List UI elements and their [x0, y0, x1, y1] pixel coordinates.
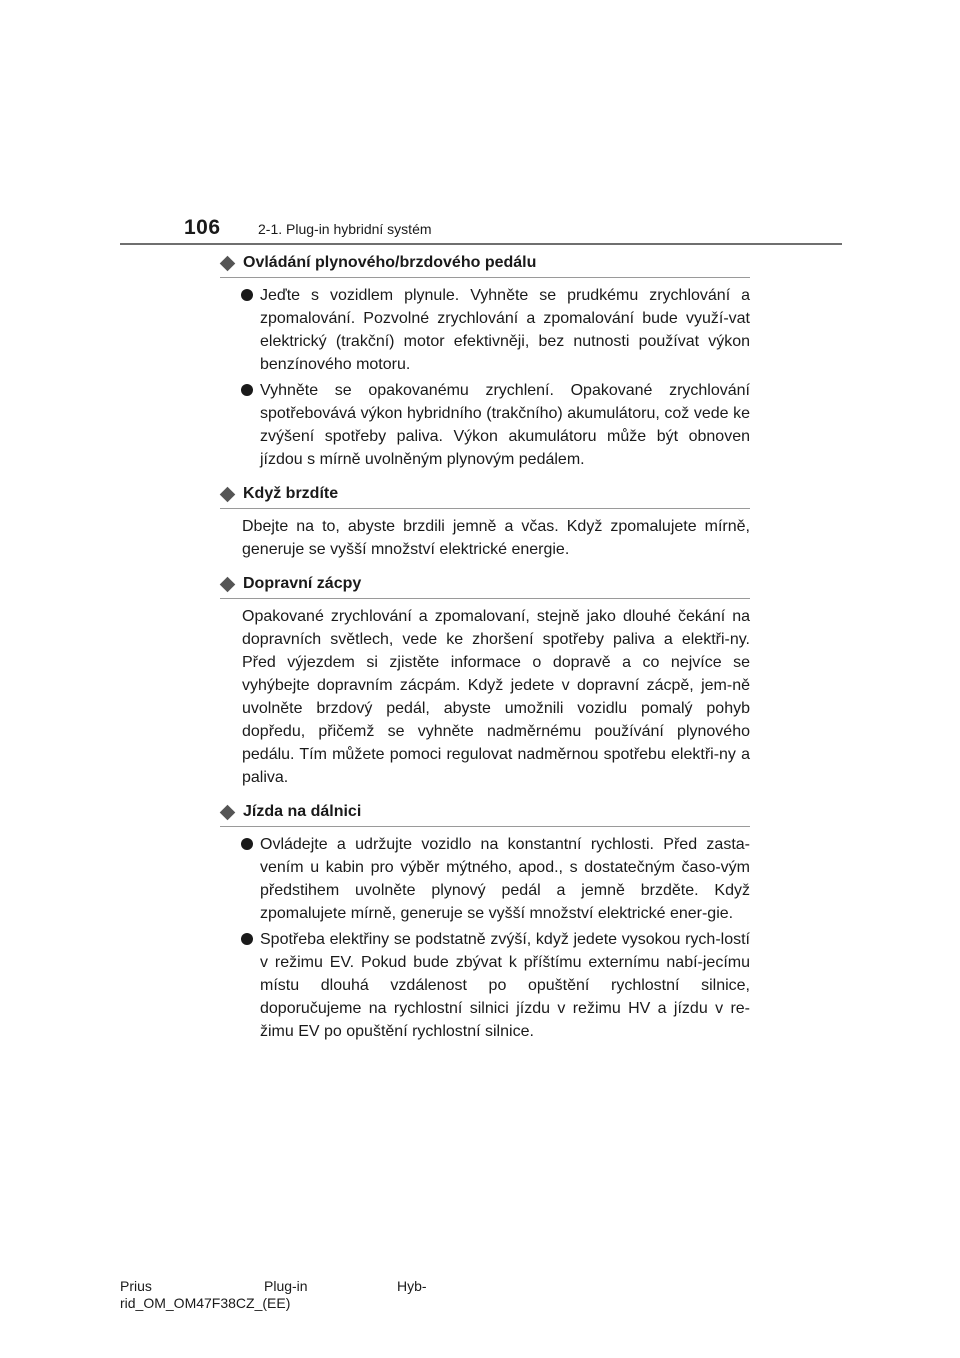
footer-model: Prius [120, 1278, 152, 1294]
section-heading [220, 803, 750, 827]
section-heading-text: Dopravní zácpy [243, 575, 362, 592]
bullet-list [220, 833, 750, 1043]
diamond-icon [220, 576, 236, 592]
section-heading [220, 485, 750, 509]
header-divider [120, 243, 842, 245]
footer-variant: Plug-in [264, 1278, 308, 1294]
section-heading [220, 575, 750, 599]
page-footer [120, 1278, 440, 1312]
list-item [220, 928, 750, 1043]
footer-document-code: rid_OM_OM47F38CZ_(EE) [120, 1295, 291, 1311]
list-item-text: Ovládejte a udržujte vozidlo na konstantní rychlosti. Před zasta-vením u kabin pro výběr mýtného, apod., s dostatečným časo-vým předstihem uvolněte plynový pedál a jemně brzděte. Když zpomalujete mírně, generuje se vyšší množství elektrické ener-gie. [260, 836, 750, 922]
section-pedal-control [220, 254, 750, 471]
section-heading [220, 254, 750, 278]
diamond-icon [220, 255, 236, 271]
section-paragraph: Dbejte na to, abyste brzdili jemně a včas. Když zpomalujete mírně, generuje se vyšší množství elektrické energie. [242, 518, 750, 558]
list-item [220, 833, 750, 925]
page-content [220, 254, 750, 1057]
footer-type: Hyb- [397, 1278, 427, 1294]
section-braking [220, 485, 750, 561]
list-item [220, 284, 750, 376]
list-item [220, 379, 750, 471]
bullet-dot-icon [241, 384, 253, 396]
footer-line [120, 1278, 440, 1295]
bullet-list [220, 284, 750, 471]
list-item-text: Vyhněte se opakovanému zrychlení. Opakované zrychlování spotřebovává výkon hybridního (trakčního) akumulátoru, což vede ke zvýšení spotřeby paliva. Výkon akumulátoru může být obnoven jízdou s mírně uvolněným plynovým pedálem. [260, 382, 750, 468]
section-highway-driving [220, 803, 750, 1043]
section-heading-text: Když brzdíte [243, 485, 339, 502]
diamond-icon [220, 486, 236, 502]
page-number: 106 [184, 216, 221, 239]
list-item-text: Spotřeba elektřiny se podstatně zvýší, když jedete vysokou rych-lostí v režimu EV. Pokud bude zbývat k příštímu externímu nabí-jecímu místu dlouhá vzdálenost po opuštění rychlostní silnice, doporučujeme na rychlostní silnici jízdu v režimu HV a jízdu v re-žimu EV po opuštění rychlostní silnice. [260, 931, 750, 1040]
bullet-dot-icon [241, 838, 253, 850]
section-title: 2-1. Plug-in hybridní systém [258, 221, 432, 237]
diamond-icon [220, 804, 236, 820]
list-item-text: Jeďte s vozidlem plynule. Vyhněte se prudkému zrychlování a zpomalování. Pozvolné zrychlování a zpomalování bude využí-vat elektrický (trakční) motor efektivněji, bez nutnosti používat výkon benzínového motoru. [260, 287, 750, 373]
bullet-dot-icon [241, 933, 253, 945]
section-heading-text: Ovládání plynového/brzdového pedálu [243, 254, 537, 271]
section-traffic-jams [220, 575, 750, 789]
section-paragraph: Opakované zrychlování a zpomalovaní, stejně jako dlouhé čekání na dopravních světlech, vede ke zhoršení spotřeby paliva a elektři-ny. Před výjezdem si zjistěte informace o dopravě a co nejvíce se vyhýbejte dopravním zácpám. Když jedete v dopravní zácpě, jem-ně uvolněte brzdový pedál, abyste umožnili vozidlu pomalý pohyb dopředu, přičemž se vyhněte nadměrnému používání plynového pedálu. Tím můžete pomoci regulovat nadměrnou spotřebu elektři-ny a paliva. [242, 608, 750, 786]
section-heading-text: Jízda na dálnici [243, 803, 362, 820]
bullet-dot-icon [241, 289, 253, 301]
